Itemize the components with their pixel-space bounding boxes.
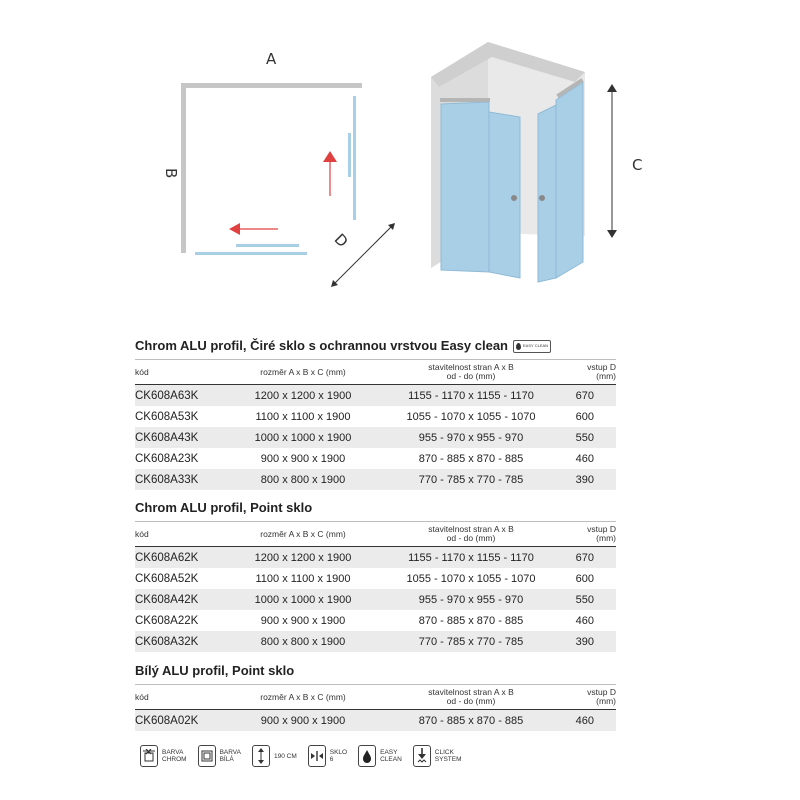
section-title: Chrom ALU profil, Point sklo bbox=[135, 500, 313, 515]
easy-clean-icon bbox=[358, 745, 376, 767]
table-section-white-point bbox=[135, 662, 616, 731]
section-title-text: Chrom ALU profil, Čiré sklo s ochrannou vrstvou Easy clean bbox=[135, 338, 508, 353]
cell-adjustability: 870 - 885 x 870 - 885 bbox=[418, 452, 524, 465]
legend-item-chrome bbox=[140, 745, 187, 767]
cell-size: 1000 x 1000 x 1900 bbox=[231, 589, 375, 610]
cell-adjustability: 770 - 785 x 770 - 785 bbox=[375, 631, 567, 652]
slide-left-arrow bbox=[229, 223, 278, 235]
product-table bbox=[135, 359, 616, 490]
cell-size: 800 x 800 x 1900 bbox=[231, 469, 375, 490]
left-door-glass bbox=[489, 112, 520, 278]
cell-entry: 460 bbox=[575, 614, 594, 627]
left-fixed-glass bbox=[441, 102, 489, 272]
legend-text: 190 CM bbox=[274, 752, 297, 760]
table-header-row bbox=[135, 360, 616, 385]
cell-adjustability: 770 - 785 x 770 - 785 bbox=[375, 469, 567, 490]
cell-entry: 460 bbox=[575, 452, 594, 465]
cell-size: 1100 x 1100 x 1900 bbox=[255, 410, 351, 423]
bottom-sliding-panel bbox=[236, 244, 299, 247]
dimension-d-label: D bbox=[330, 230, 352, 252]
cell-entry: 460 bbox=[567, 710, 616, 732]
legend-item-easy-clean bbox=[358, 745, 402, 767]
cell-adjustability: 955 - 970 x 955 - 970 bbox=[375, 427, 567, 448]
frame-left-wall bbox=[181, 83, 186, 253]
legend-text: SKLO 6 bbox=[329, 749, 348, 763]
cell-entry: 670 bbox=[567, 547, 616, 569]
table-header-row bbox=[135, 685, 616, 710]
legend-item-white bbox=[198, 745, 241, 767]
cell-adjustability: 1055 - 1070 x 1055 - 1070 bbox=[406, 410, 536, 423]
cell-size: 900 x 900 x 1900 bbox=[260, 452, 346, 465]
cell-adjustability: 955 - 970 x 955 - 970 bbox=[375, 589, 567, 610]
product-table bbox=[135, 684, 616, 731]
easy-clean-badge-text: EASY CLEAN bbox=[523, 343, 549, 348]
col-header-entry: vstup D (mm) bbox=[567, 360, 616, 385]
legend-item-click-system bbox=[413, 745, 462, 767]
cell-code: CK608A32K bbox=[135, 631, 231, 652]
dimension-a-label: A bbox=[266, 50, 277, 68]
table-row bbox=[135, 406, 616, 427]
col-header-code: kód bbox=[135, 522, 231, 547]
table-row bbox=[135, 547, 616, 569]
easy-clean-badge bbox=[513, 340, 551, 353]
section-title: Bílý ALU profil, Point sklo bbox=[135, 663, 295, 678]
cell-entry: 670 bbox=[567, 385, 616, 407]
right-door-glass bbox=[538, 105, 556, 282]
floor-plan bbox=[162, 50, 395, 287]
right-sliding-panel bbox=[348, 133, 351, 177]
section-title bbox=[135, 337, 616, 355]
cell-entry: 600 bbox=[575, 410, 594, 423]
col-header-size: rozměr A x B x C (mm) bbox=[231, 360, 375, 385]
table-row bbox=[135, 710, 616, 732]
cell-entry: 390 bbox=[567, 631, 616, 652]
cell-size: 900 x 900 x 1900 bbox=[231, 710, 375, 732]
col-header-size: rozměr A x B x C (mm) bbox=[231, 522, 375, 547]
height-icon bbox=[252, 745, 270, 767]
cell-adjustability: 1055 - 1070 x 1055 - 1070 bbox=[406, 572, 536, 585]
cell-size: 1000 x 1000 x 1900 bbox=[231, 427, 375, 448]
cell-code: CK608A43K bbox=[135, 427, 231, 448]
legend-text: BARVA CHROM bbox=[162, 749, 187, 763]
cell-size: 900 x 900 x 1900 bbox=[260, 614, 346, 627]
cell-code: CK608A62K bbox=[135, 547, 231, 569]
white-color-icon bbox=[198, 745, 216, 767]
chrome-color-icon bbox=[140, 745, 158, 767]
cell-entry: 550 bbox=[567, 589, 616, 610]
table-row bbox=[135, 448, 616, 469]
cell-adjustability: 870 - 885 x 870 - 885 bbox=[375, 710, 567, 732]
cell-code: CK608A52K bbox=[135, 572, 199, 585]
cell-code: CK608A02K bbox=[135, 710, 231, 732]
feature-legend bbox=[140, 742, 473, 770]
right-fixed-panel bbox=[353, 96, 356, 220]
click-system-icon bbox=[413, 745, 431, 767]
shower-3d-view bbox=[431, 42, 642, 282]
glass-thickness-icon bbox=[308, 745, 326, 767]
right-handle bbox=[539, 195, 545, 201]
legend-text: BARVA BÍLÁ bbox=[219, 749, 241, 763]
col-header-code: kód bbox=[135, 685, 231, 710]
col-header-entry: vstup D (mm) bbox=[567, 522, 616, 547]
left-handle bbox=[511, 195, 517, 201]
cell-entry: 550 bbox=[567, 427, 616, 448]
left-top-rail bbox=[440, 98, 490, 102]
cell-size: 1200 x 1200 x 1900 bbox=[231, 385, 375, 407]
product-table bbox=[135, 521, 616, 652]
table-section-chrome-easy-clean bbox=[135, 337, 616, 490]
cell-code: CK608A63K bbox=[135, 385, 231, 407]
col-header-entry: vstup D (mm) bbox=[567, 685, 616, 710]
cell-adjustability: 1155 - 1170 x 1155 - 1170 bbox=[375, 385, 567, 407]
cell-code: CK608A53K bbox=[135, 410, 199, 423]
legend-item-height bbox=[252, 745, 297, 767]
col-header-adjustability: stavitelnost stran A x B od - do (mm) bbox=[375, 685, 567, 710]
cell-size: 1100 x 1100 x 1900 bbox=[255, 572, 351, 585]
legend-item-glass bbox=[308, 745, 347, 767]
dimension-b-label: B bbox=[162, 168, 180, 179]
table-row bbox=[135, 610, 616, 631]
frame-top-wall bbox=[181, 83, 362, 88]
dimension-c-line bbox=[607, 84, 617, 238]
col-header-size: rozměr A x B x C (mm) bbox=[231, 685, 375, 710]
legend-text: EASY CLEAN bbox=[380, 749, 402, 763]
cell-code: CK608A22K bbox=[135, 614, 199, 627]
table-row bbox=[135, 631, 616, 652]
table-row bbox=[135, 568, 616, 589]
table-row bbox=[135, 385, 616, 407]
cell-code: CK608A23K bbox=[135, 452, 199, 465]
col-header-adjustability: stavitelnost stran A x B od - do (mm) bbox=[375, 522, 567, 547]
col-header-adjustability: stavitelnost stran A x B od - do (mm) bbox=[375, 360, 567, 385]
cell-adjustability: 870 - 885 x 870 - 885 bbox=[418, 614, 524, 627]
col-header-code: kód bbox=[135, 360, 231, 385]
cell-adjustability: 1155 - 1170 x 1155 - 1170 bbox=[375, 547, 567, 569]
cell-code: CK608A42K bbox=[135, 589, 231, 610]
cell-code: CK608A33K bbox=[135, 469, 231, 490]
table-row bbox=[135, 589, 616, 610]
table-row bbox=[135, 427, 616, 448]
table-row bbox=[135, 469, 616, 490]
cell-size: 1200 x 1200 x 1900 bbox=[231, 547, 375, 569]
cell-entry: 600 bbox=[575, 572, 594, 585]
easy-clean-icon bbox=[516, 343, 521, 350]
right-fixed-glass bbox=[556, 82, 583, 278]
shower-diagram bbox=[0, 0, 800, 320]
slide-up-arrow bbox=[323, 151, 337, 196]
table-section-chrome-point bbox=[135, 499, 616, 652]
table-header-row bbox=[135, 522, 616, 547]
bottom-fixed-panel bbox=[195, 252, 307, 255]
cell-entry: 390 bbox=[567, 469, 616, 490]
dimension-c-label: C bbox=[632, 156, 643, 174]
legend-text: CLICK SYSTEM bbox=[434, 749, 462, 763]
cell-size: 800 x 800 x 1900 bbox=[231, 631, 375, 652]
